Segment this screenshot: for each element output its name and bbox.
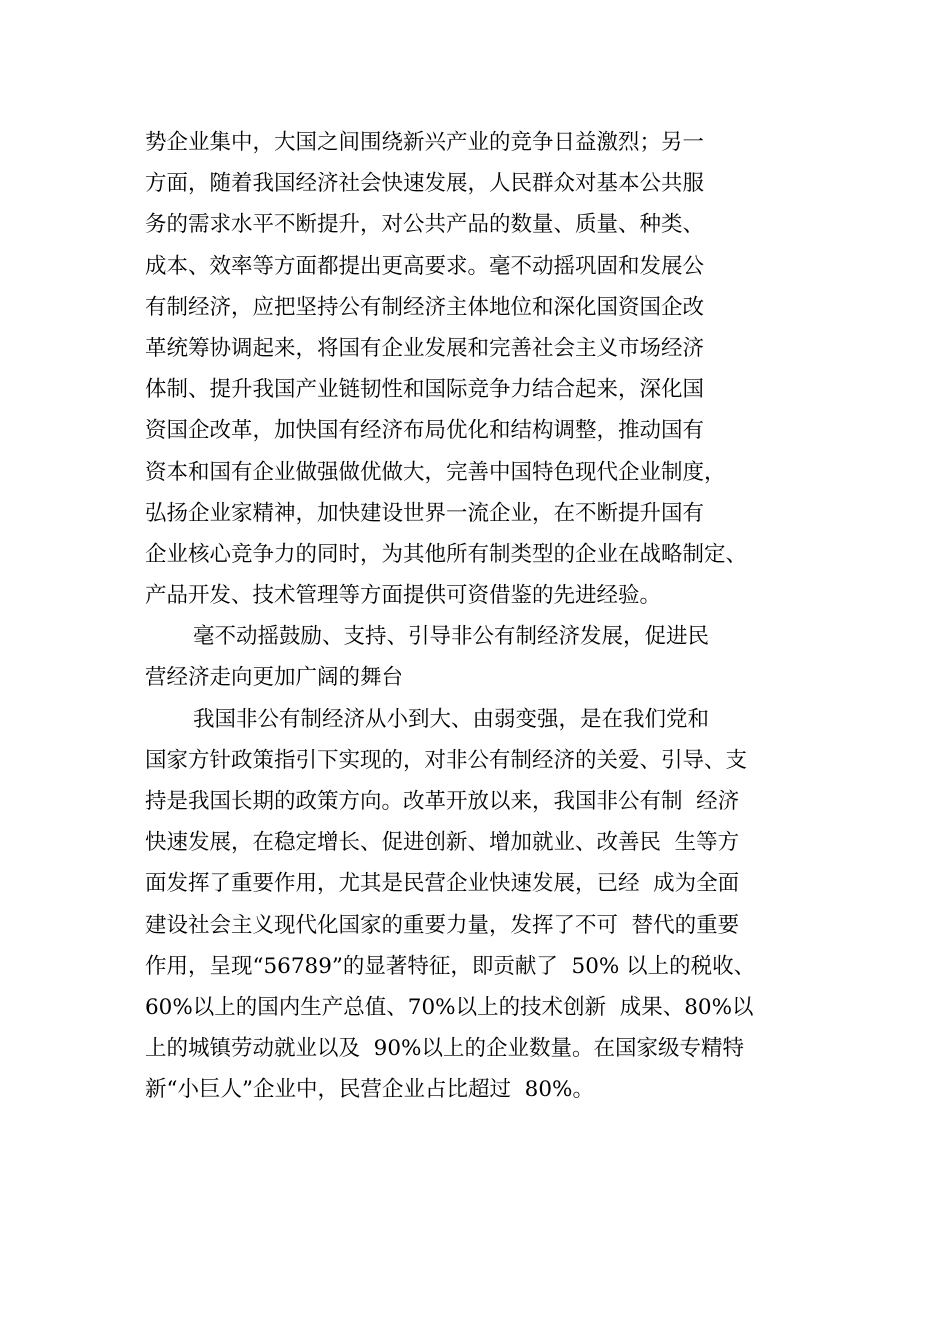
text-line: 成本、效率等方面都提出更高要求。毫不动摇巩固和发展公 [145,253,705,279]
text-line: 企业核心竞争力的同时，为其他所有制类型的企业在战略制定、 [145,541,748,567]
text-line: 产品开发、技术管理等方面提供可资借鉴的先进经验。 [145,583,662,609]
paragraph-first-line: 我国非公有制经济从小到大、由弱变强，是在我们党和 [193,706,710,732]
text-line: 持是我国长期的政策方向。改革开放以来，我国非公有制 经济 [145,789,740,814]
text-line: 作用，呈现“56789”的显著特征，即贡献了 50% 以上的税收、 [145,953,756,979]
text-line: 快速发展，在稳定增长、促进创新、增加就业、改善民 生等方 [145,830,740,856]
text-line: 革统筹协调起来，将国有企业发展和完善社会主义市场经济 [145,335,705,361]
section-heading-line: 营经济走向更加广阔的舞台 [145,665,404,691]
text-line: 务的需求水平不断提升，对公共产品的数量、质量、种类、 [145,212,705,238]
text-line: 国家方针政策指引下实现的，对非公有制经济的关爱、引导、支 [145,747,748,773]
text-line: 新“小巨人”企业中，民营企业占比超过 80%。 [145,1077,594,1103]
text-line: 方面，随着我国经济社会快速发展，人民群众对基本公共服 [145,171,705,197]
body-text [145,122,845,1111]
text-line: 有制经济，应把坚持公有制经济主体地位和深化国资国企改 [145,294,705,320]
text-line: 势企业集中，大国之间围绕新兴产业的竞争日益激烈；另一 [145,130,705,155]
text-line: 资国企改革，加快国有经济布局优化和结构调整，推动国有 [145,418,705,444]
text-line: 体制、提升我国产业链韧性和国际竞争力结合起来，深化国 [145,377,705,403]
text-line: 建设社会主义现代化国家的重要力量，发挥了不可 替代的重要 [145,912,740,938]
text-line: 60%以上的国内生产总值、70%以上的技术创新 成果、80%以 [145,994,754,1020]
section-heading-line: 毫不动摇鼓励、支持、引导非公有制经济发展，促进民 [193,624,710,650]
text-line: 资本和国有企业做强做优做大，完善中国特色现代企业制度， [145,459,726,485]
text-line: 面发挥了重要作用，尤其是民营企业快速发展，已经 成为全面 [145,871,740,897]
text-line: 弘扬企业家精神，加快建设世界一流企业，在不断提升国有 [145,500,705,526]
text-line: 上的城镇劳动就业以及 90%以上的企业数量。在国家级专精特 [145,1036,744,1062]
